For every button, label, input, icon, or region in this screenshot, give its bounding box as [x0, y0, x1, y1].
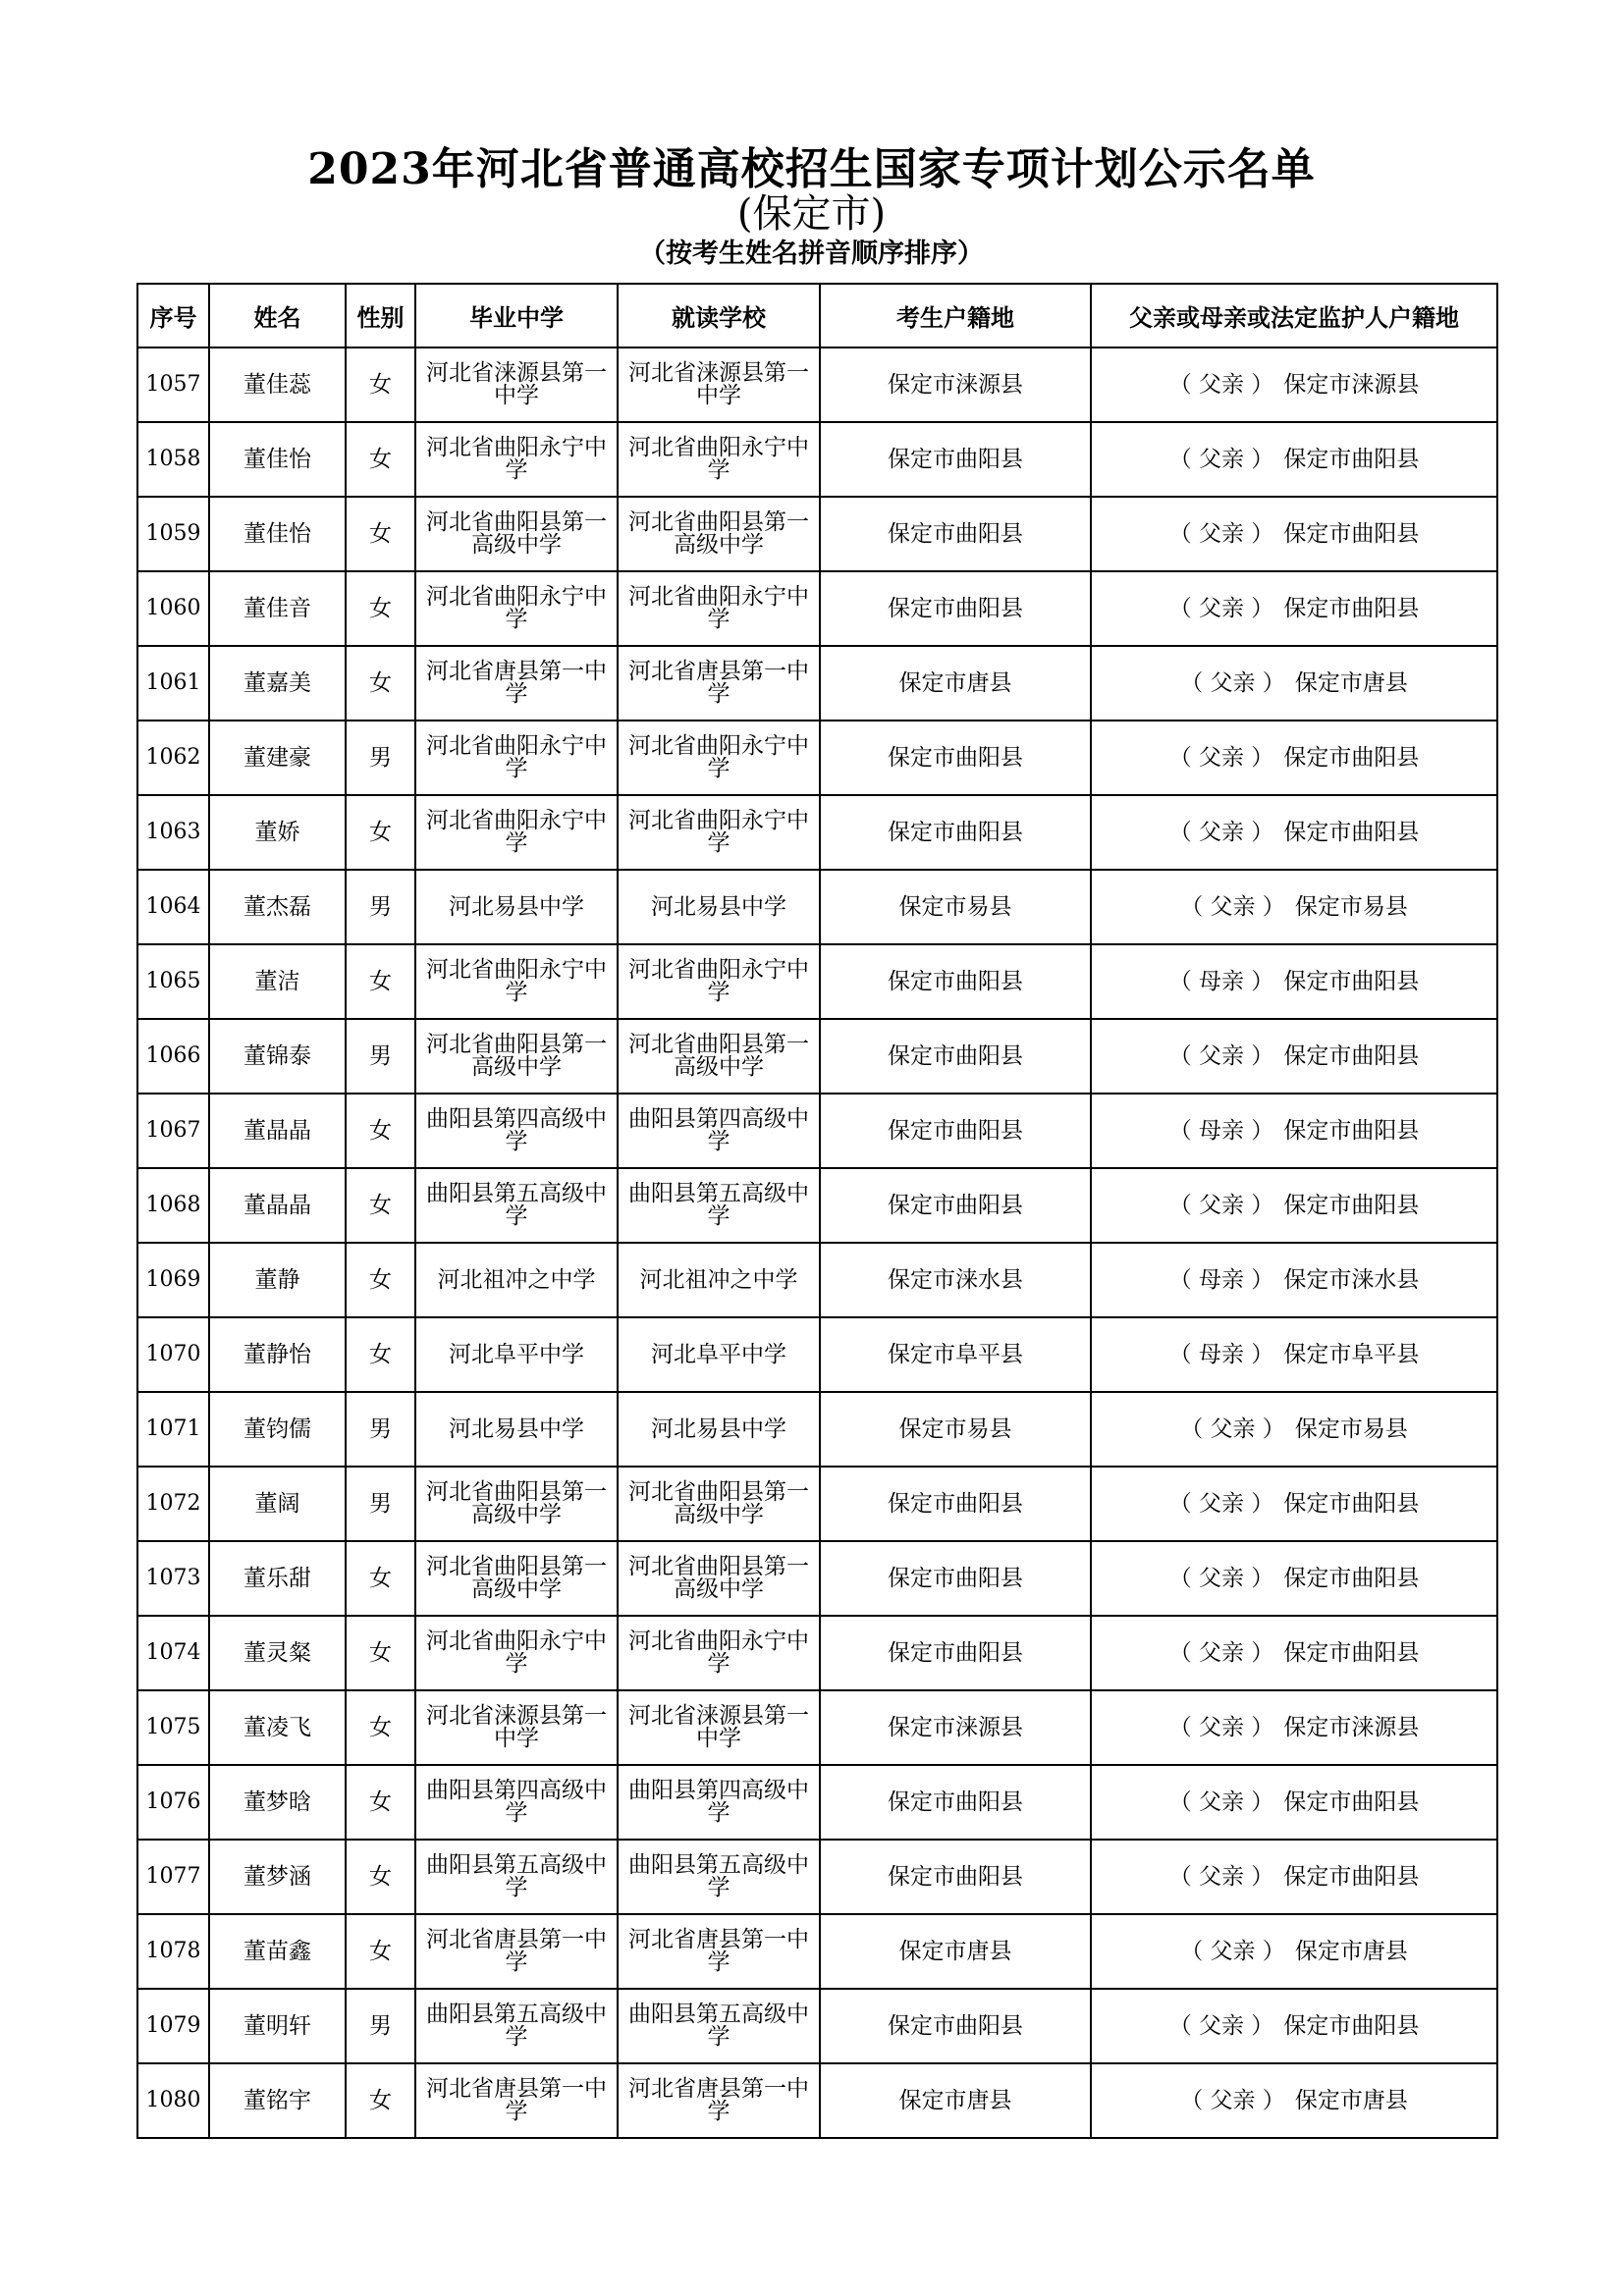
header-current-school: 就读学校	[618, 284, 820, 347]
parent-relation: （ 父亲 ）	[1168, 1640, 1274, 1666]
table-row	[137, 497, 1497, 571]
cell-seq: 1057	[137, 347, 209, 422]
cell-grad-school: 河北省唐县第一中学	[415, 1914, 618, 1989]
cell-parent-residence	[1091, 1168, 1497, 1243]
cell-residence: 保定市曲阳县	[820, 944, 1091, 1019]
parent-relation: （ 父亲 ）	[1168, 1789, 1274, 1815]
cell-residence: 保定市曲阳县	[820, 1840, 1091, 1914]
cell-seq: 1065	[137, 944, 209, 1019]
document-subtitle: (保定市)	[736, 191, 887, 237]
cell-grad-school: 河北省曲阳永宁中学	[415, 721, 618, 795]
cell-parent-residence	[1091, 1840, 1497, 1914]
table-row	[137, 1616, 1497, 1690]
cell-parent-residence	[1091, 1765, 1497, 1840]
cell-residence: 保定市曲阳县	[820, 1765, 1091, 1840]
cell-residence: 保定市曲阳县	[820, 497, 1091, 571]
parent-residence-text: 保定市曲阳县	[1283, 596, 1420, 621]
cell-gender: 女	[346, 571, 415, 646]
cell-grad-school: 河北省曲阳永宁中学	[415, 422, 618, 497]
parent-residence-text: 保定市曲阳县	[1283, 521, 1420, 547]
parent-relation: （ 母亲 ）	[1168, 969, 1274, 994]
parent-residence-text: 保定市曲阳县	[1283, 1864, 1420, 1890]
parent-relation: （ 父亲 ）	[1180, 670, 1285, 696]
cell-residence: 保定市曲阳县	[820, 1989, 1091, 2063]
cell-current-school: 曲阳县第五高级中学	[618, 1989, 820, 2063]
parent-residence-text: 保定市曲阳县	[1283, 1640, 1420, 1666]
cell-name: 董乐甜	[209, 1541, 346, 1616]
parent-residence-text: 保定市曲阳县	[1283, 1193, 1420, 1218]
parent-residence-text: 保定市曲阳县	[1283, 447, 1420, 472]
cell-seq: 1058	[137, 422, 209, 497]
parent-residence-text: 保定市曲阳县	[1283, 1566, 1420, 1591]
table-row	[137, 1094, 1497, 1168]
cell-seq: 1071	[137, 1392, 209, 1467]
cell-current-school: 河北省曲阳县第一高级中学	[618, 1467, 820, 1541]
cell-parent-residence	[1091, 1914, 1497, 1989]
table-row	[137, 1019, 1497, 1094]
cell-current-school: 河北省曲阳永宁中学	[618, 795, 820, 870]
cell-gender: 女	[346, 944, 415, 1019]
cell-current-school: 曲阳县第五高级中学	[618, 1840, 820, 1914]
cell-gender: 男	[346, 1392, 415, 1467]
cell-seq: 1073	[137, 1541, 209, 1616]
cell-gender: 男	[346, 870, 415, 944]
cell-name: 董静怡	[209, 1317, 346, 1392]
parent-residence-text: 保定市曲阳县	[1283, 1491, 1420, 1517]
cell-residence: 保定市曲阳县	[820, 1541, 1091, 1616]
parent-residence-text: 保定市涞水县	[1283, 1267, 1420, 1293]
parent-relation: （ 父亲 ）	[1168, 1864, 1274, 1890]
cell-seq: 1079	[137, 1989, 209, 2063]
cell-grad-school: 河北省曲阳县第一高级中学	[415, 1541, 618, 1616]
parent-relation: （ 父亲 ）	[1168, 1566, 1274, 1591]
document-title: 2023年河北省普通高校招生国家专项计划公示名单	[307, 144, 1316, 194]
header-grad-school: 毕业中学	[415, 284, 618, 347]
cell-name: 董静	[209, 1243, 346, 1317]
parent-residence-text: 保定市曲阳县	[1283, 1043, 1420, 1069]
cell-name: 董嘉美	[209, 646, 346, 721]
cell-residence: 保定市曲阳县	[820, 795, 1091, 870]
cell-current-school: 河北祖冲之中学	[618, 1243, 820, 1317]
table-row	[137, 1243, 1497, 1317]
cell-name: 董铭宇	[209, 2063, 346, 2138]
cell-seq: 1078	[137, 1914, 209, 1989]
cell-current-school: 河北易县中学	[618, 870, 820, 944]
cell-parent-residence	[1091, 721, 1497, 795]
cell-name: 董杰磊	[209, 870, 346, 944]
cell-residence: 保定市涞源县	[820, 1690, 1091, 1765]
header-residence: 考生户籍地	[820, 284, 1091, 347]
cell-seq: 1080	[137, 2063, 209, 2138]
cell-seq: 1063	[137, 795, 209, 870]
cell-residence: 保定市曲阳县	[820, 422, 1091, 497]
sort-note: （按考生姓名拼音顺序排序）	[639, 239, 984, 269]
cell-residence: 保定市曲阳县	[820, 571, 1091, 646]
cell-grad-school: 河北省曲阳永宁中学	[415, 1616, 618, 1690]
cell-gender: 男	[346, 1989, 415, 2063]
parent-relation: （ 父亲 ）	[1168, 447, 1274, 472]
cell-grad-school: 河北省曲阳县第一高级中学	[415, 1467, 618, 1541]
cell-gender: 女	[346, 497, 415, 571]
cell-seq: 1062	[137, 721, 209, 795]
cell-current-school: 曲阳县第四高级中学	[618, 1094, 820, 1168]
cell-grad-school: 河北易县中学	[415, 870, 618, 944]
table-body	[137, 347, 1497, 2138]
cell-seq: 1064	[137, 870, 209, 944]
cell-residence: 保定市唐县	[820, 646, 1091, 721]
cell-gender: 女	[346, 795, 415, 870]
cell-gender: 女	[346, 646, 415, 721]
cell-grad-school: 河北祖冲之中学	[415, 1243, 618, 1317]
cell-grad-school: 曲阳县第五高级中学	[415, 1989, 618, 2063]
cell-name: 董佳蕊	[209, 347, 346, 422]
cell-seq: 1075	[137, 1690, 209, 1765]
roster-table	[136, 283, 1498, 2139]
cell-seq: 1070	[137, 1317, 209, 1392]
cell-name: 董娇	[209, 795, 346, 870]
header-seq: 序号	[137, 284, 209, 347]
cell-gender: 女	[346, 1094, 415, 1168]
cell-gender: 男	[346, 721, 415, 795]
cell-current-school: 河北省涞源县第一中学	[618, 347, 820, 422]
cell-parent-residence	[1091, 1989, 1497, 2063]
cell-current-school: 河北省曲阳县第一高级中学	[618, 497, 820, 571]
cell-seq: 1066	[137, 1019, 209, 1094]
table-row	[137, 2063, 1497, 2138]
cell-grad-school: 河北阜平中学	[415, 1317, 618, 1392]
cell-grad-school: 河北省涞源县第一中学	[415, 347, 618, 422]
cell-current-school: 河北省曲阳县第一高级中学	[618, 1019, 820, 1094]
cell-seq: 1069	[137, 1243, 209, 1317]
cell-name: 董佳怡	[209, 422, 346, 497]
cell-parent-residence	[1091, 571, 1497, 646]
cell-residence: 保定市曲阳县	[820, 721, 1091, 795]
table-row	[137, 1765, 1497, 1840]
cell-name: 董佳怡	[209, 497, 346, 571]
cell-seq: 1068	[137, 1168, 209, 1243]
cell-name: 董梦涵	[209, 1840, 346, 1914]
parent-relation: （ 父亲 ）	[1168, 1193, 1274, 1218]
table-row	[137, 721, 1497, 795]
cell-residence: 保定市曲阳县	[820, 1467, 1091, 1541]
table-row	[137, 1392, 1497, 1467]
table-row	[137, 1690, 1497, 1765]
parent-relation: （ 父亲 ）	[1168, 372, 1274, 398]
cell-name: 董锦泰	[209, 1019, 346, 1094]
parent-relation: （ 父亲 ）	[1180, 1416, 1285, 1442]
cell-residence: 保定市易县	[820, 870, 1091, 944]
cell-grad-school: 河北省曲阳永宁中学	[415, 944, 618, 1019]
cell-residence: 保定市唐县	[820, 2063, 1091, 2138]
cell-current-school: 河北省曲阳永宁中学	[618, 944, 820, 1019]
parent-residence-text: 保定市唐县	[1294, 1939, 1408, 1964]
cell-current-school: 河北省曲阳永宁中学	[618, 422, 820, 497]
cell-parent-residence	[1091, 1094, 1497, 1168]
cell-grad-school: 曲阳县第四高级中学	[415, 1765, 618, 1840]
parent-relation: （ 母亲 ）	[1168, 1118, 1274, 1144]
cell-current-school: 河北省曲阳永宁中学	[618, 1616, 820, 1690]
parent-residence-text: 保定市涞源县	[1283, 1715, 1420, 1740]
parent-residence-text: 保定市唐县	[1294, 670, 1408, 696]
parent-relation: （ 父亲 ）	[1180, 2088, 1285, 2113]
parent-relation: （ 父亲 ）	[1180, 894, 1285, 920]
cell-gender: 女	[346, 2063, 415, 2138]
cell-gender: 女	[346, 1168, 415, 1243]
cell-gender: 女	[346, 1840, 415, 1914]
cell-grad-school: 河北省唐县第一中学	[415, 2063, 618, 2138]
cell-parent-residence	[1091, 795, 1497, 870]
cell-current-school: 河北省曲阳县第一高级中学	[618, 1541, 820, 1616]
cell-gender: 女	[346, 422, 415, 497]
parent-relation: （ 父亲 ）	[1168, 1715, 1274, 1740]
table-row	[137, 347, 1497, 422]
cell-parent-residence	[1091, 347, 1497, 422]
parent-residence-text: 保定市曲阳县	[1283, 820, 1420, 845]
cell-name: 董建豪	[209, 721, 346, 795]
cell-gender: 女	[346, 347, 415, 422]
cell-current-school: 河北省涞源县第一中学	[618, 1690, 820, 1765]
cell-name: 董梦晗	[209, 1765, 346, 1840]
parent-relation: （ 父亲 ）	[1168, 2013, 1274, 2039]
cell-name: 董苗鑫	[209, 1914, 346, 1989]
header-parent-residence: 父亲或母亲或法定监护人户籍地	[1091, 284, 1497, 347]
table-header-row	[137, 284, 1497, 347]
parent-relation: （ 母亲 ）	[1168, 1342, 1274, 1367]
table-row	[137, 422, 1497, 497]
cell-parent-residence	[1091, 646, 1497, 721]
cell-parent-residence	[1091, 1019, 1497, 1094]
table-row	[137, 1840, 1497, 1914]
cell-current-school: 曲阳县第四高级中学	[618, 1765, 820, 1840]
table-row	[137, 795, 1497, 870]
cell-parent-residence	[1091, 1467, 1497, 1541]
cell-gender: 男	[346, 1467, 415, 1541]
cell-parent-residence	[1091, 1541, 1497, 1616]
table-row	[137, 571, 1497, 646]
cell-parent-residence	[1091, 1690, 1497, 1765]
parent-residence-text: 保定市易县	[1294, 1416, 1408, 1442]
cell-gender: 女	[346, 1317, 415, 1392]
cell-parent-residence	[1091, 870, 1497, 944]
cell-name: 董晶晶	[209, 1094, 346, 1168]
cell-grad-school: 河北省曲阳县第一高级中学	[415, 1019, 618, 1094]
parent-relation: （ 父亲 ）	[1168, 521, 1274, 547]
parent-residence-text: 保定市阜平县	[1283, 1342, 1420, 1367]
table-row	[137, 1541, 1497, 1616]
cell-gender: 女	[346, 1243, 415, 1317]
parent-relation: （ 父亲 ）	[1168, 596, 1274, 621]
cell-residence: 保定市涞源县	[820, 347, 1091, 422]
parent-relation: （ 父亲 ）	[1168, 1491, 1274, 1517]
cell-residence: 保定市阜平县	[820, 1317, 1091, 1392]
cell-residence: 保定市曲阳县	[820, 1019, 1091, 1094]
cell-residence: 保定市曲阳县	[820, 1094, 1091, 1168]
parent-residence-text: 保定市涞源县	[1283, 372, 1420, 398]
cell-grad-school: 河北省曲阳永宁中学	[415, 571, 618, 646]
cell-parent-residence	[1091, 944, 1497, 1019]
cell-grad-school: 曲阳县第五高级中学	[415, 1840, 618, 1914]
cell-parent-residence	[1091, 497, 1497, 571]
cell-name: 董洁	[209, 944, 346, 1019]
cell-residence: 保定市唐县	[820, 1914, 1091, 1989]
header-gender: 性别	[346, 284, 415, 347]
cell-gender: 女	[346, 1616, 415, 1690]
cell-grad-school: 河北省涞源县第一中学	[415, 1690, 618, 1765]
parent-residence-text: 保定市曲阳县	[1283, 745, 1420, 771]
cell-gender: 女	[346, 1765, 415, 1840]
cell-parent-residence	[1091, 1317, 1497, 1392]
table-row	[137, 1989, 1497, 2063]
cell-parent-residence	[1091, 1243, 1497, 1317]
cell-seq: 1060	[137, 571, 209, 646]
cell-grad-school: 河北省曲阳永宁中学	[415, 795, 618, 870]
cell-name: 董凌飞	[209, 1690, 346, 1765]
table-row	[137, 1914, 1497, 1989]
parent-residence-text: 保定市曲阳县	[1283, 2013, 1420, 2039]
parent-relation: （ 父亲 ）	[1168, 1043, 1274, 1069]
table-row	[137, 1317, 1497, 1392]
cell-gender: 男	[346, 1019, 415, 1094]
cell-residence: 保定市曲阳县	[820, 1616, 1091, 1690]
cell-parent-residence	[1091, 2063, 1497, 2138]
parent-relation: （ 母亲 ）	[1168, 1267, 1274, 1293]
parent-residence-text: 保定市唐县	[1294, 2088, 1408, 2113]
cell-current-school: 河北省唐县第一中学	[618, 2063, 820, 2138]
parent-relation: （ 父亲 ）	[1180, 1939, 1285, 1964]
table-row	[137, 1467, 1497, 1541]
cell-name: 董阔	[209, 1467, 346, 1541]
table-row	[137, 1168, 1497, 1243]
parent-residence-text: 保定市易县	[1294, 894, 1408, 920]
cell-parent-residence	[1091, 1616, 1497, 1690]
cell-gender: 女	[346, 1914, 415, 1989]
cell-parent-residence	[1091, 1392, 1497, 1467]
cell-current-school: 河北省曲阳永宁中学	[618, 571, 820, 646]
cell-grad-school: 河北省曲阳县第一高级中学	[415, 497, 618, 571]
cell-seq: 1074	[137, 1616, 209, 1690]
cell-seq: 1059	[137, 497, 209, 571]
header-name: 姓名	[209, 284, 346, 347]
cell-grad-school: 河北易县中学	[415, 1392, 618, 1467]
table-row	[137, 944, 1497, 1019]
parent-residence-text: 保定市曲阳县	[1283, 1789, 1420, 1815]
parent-relation: （ 父亲 ）	[1168, 820, 1274, 845]
cell-seq: 1067	[137, 1094, 209, 1168]
cell-seq: 1076	[137, 1765, 209, 1840]
table-row	[137, 870, 1497, 944]
cell-parent-residence	[1091, 422, 1497, 497]
cell-name: 董晶晶	[209, 1168, 346, 1243]
parent-residence-text: 保定市曲阳县	[1283, 1118, 1420, 1144]
cell-name: 董钧儒	[209, 1392, 346, 1467]
cell-residence: 保定市曲阳县	[820, 1168, 1091, 1243]
cell-grad-school: 河北省唐县第一中学	[415, 646, 618, 721]
table-row	[137, 646, 1497, 721]
parent-residence-text: 保定市曲阳县	[1283, 969, 1420, 994]
cell-name: 董明轩	[209, 1989, 346, 2063]
cell-current-school: 河北省曲阳永宁中学	[618, 721, 820, 795]
cell-grad-school: 曲阳县第五高级中学	[415, 1168, 618, 1243]
cell-residence: 保定市易县	[820, 1392, 1091, 1467]
cell-current-school: 河北省唐县第一中学	[618, 1914, 820, 1989]
parent-relation: （ 父亲 ）	[1168, 745, 1274, 771]
cell-seq: 1072	[137, 1467, 209, 1541]
cell-name: 董灵粲	[209, 1616, 346, 1690]
cell-current-school: 河北易县中学	[618, 1392, 820, 1467]
cell-grad-school: 曲阳县第四高级中学	[415, 1094, 618, 1168]
cell-current-school: 河北阜平中学	[618, 1317, 820, 1392]
cell-gender: 女	[346, 1541, 415, 1616]
cell-current-school: 曲阳县第五高级中学	[618, 1168, 820, 1243]
cell-name: 董佳音	[209, 571, 346, 646]
cell-gender: 女	[346, 1690, 415, 1765]
cell-current-school: 河北省唐县第一中学	[618, 646, 820, 721]
cell-residence: 保定市涞水县	[820, 1243, 1091, 1317]
cell-seq: 1061	[137, 646, 209, 721]
cell-seq: 1077	[137, 1840, 209, 1914]
